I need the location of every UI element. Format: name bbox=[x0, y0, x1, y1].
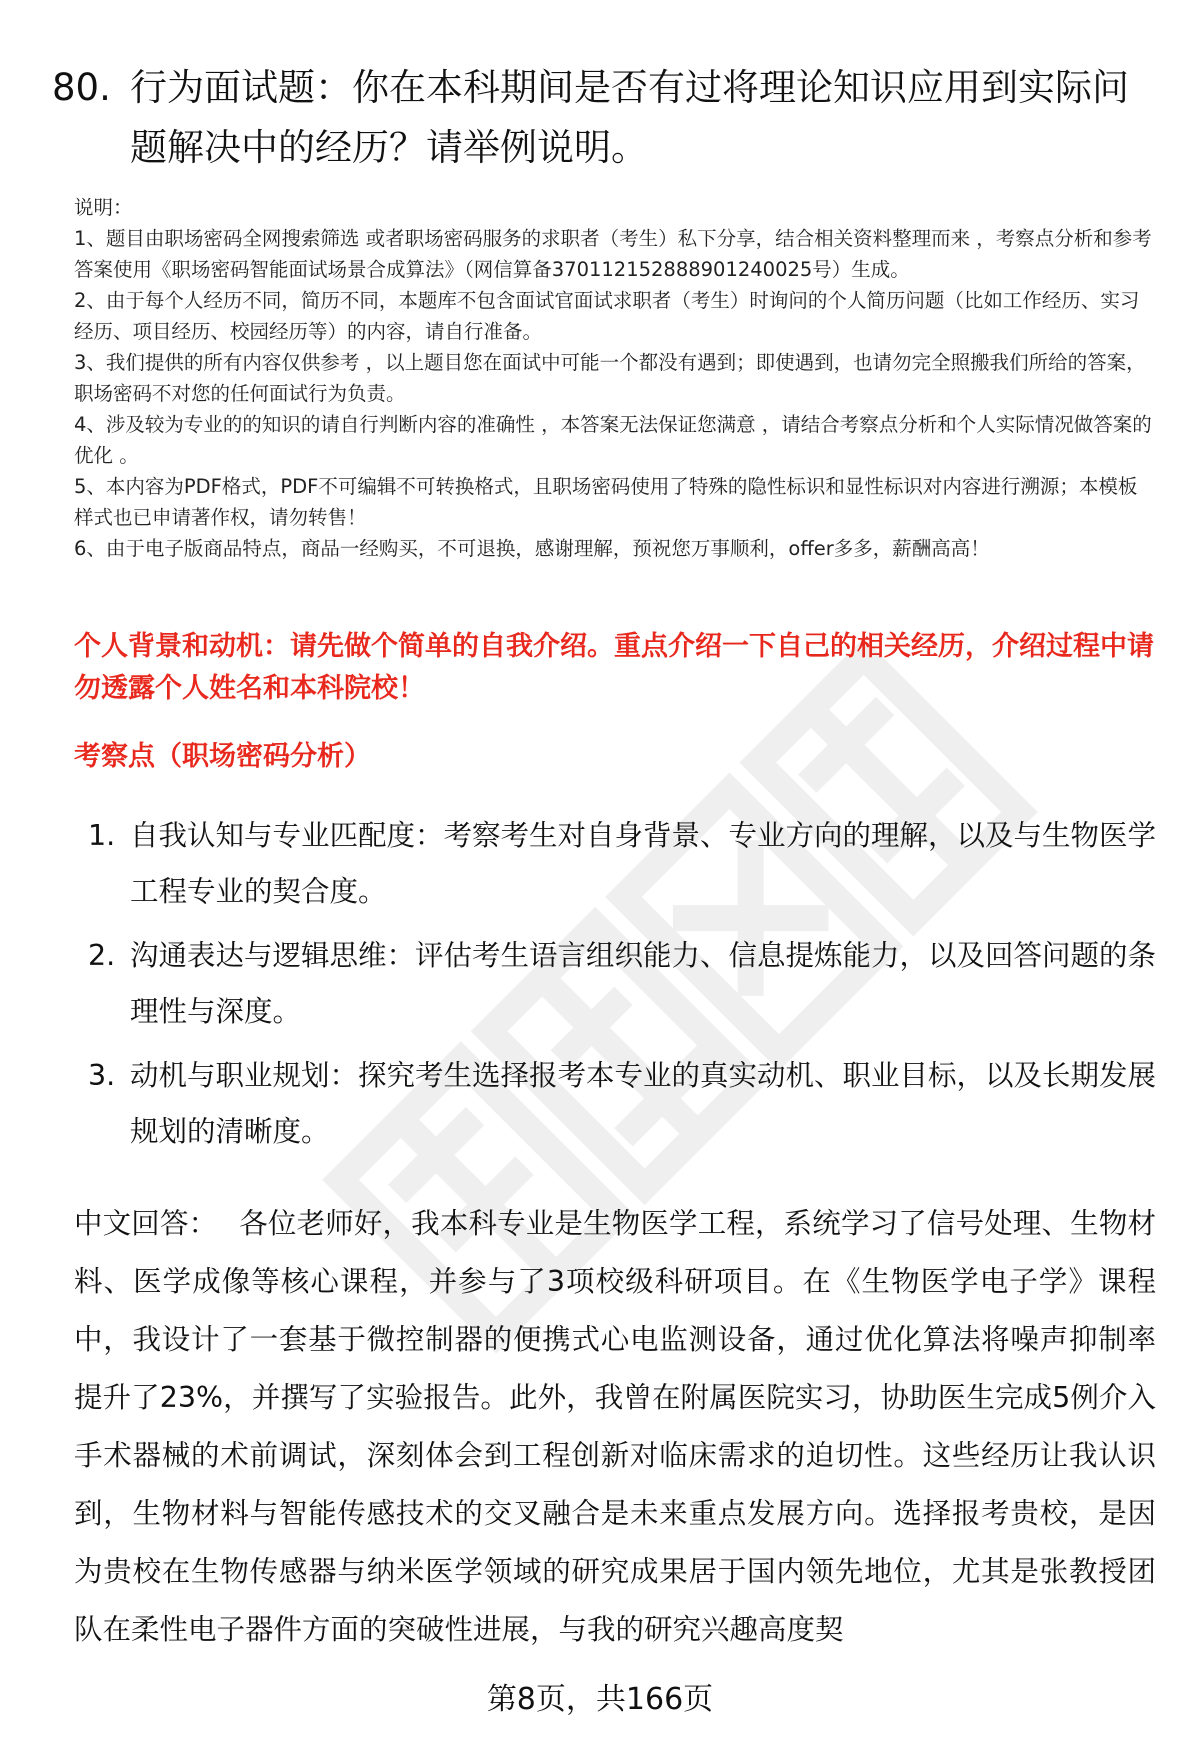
question-title bbox=[52, 58, 1162, 178]
point-number: 1. bbox=[88, 819, 116, 852]
note-item: 6、由于电子版商品特点，商品一经购买，不可退换，感谢理解，预祝您万事顺利，offer多多，薪酬高高！ bbox=[74, 537, 990, 560]
point-number: 2. bbox=[88, 939, 116, 972]
notes-section bbox=[74, 192, 1156, 564]
page-footer: 第8页，共166页 bbox=[486, 1682, 714, 1717]
point-number: 3. bbox=[88, 1059, 116, 1092]
note-item: 5、本内容为PDF格式，PDF不可编辑不可转换格式，且职场密码使用了特殊的隐性标识和显性标识对内容进行溯源；本模板样式也已申请著作权，请勿转售！ bbox=[74, 475, 1138, 529]
answer-text: 各位老师好，我本科专业是生物医学工程，系统学习了信号处理、生物材料、医学成像等核心课程，并参与了3项校级科研项目。在《生物医学电子学》课程中，我设计了一套基于微控制器的便携式心电监测设备，通过优化算法将噪声抑制率提升了23%，并撰写了实验报告。此外，我曾在附属医院实习，协助医生完成5例介入手术器械的术前调试，深刻体会到工程创新对临床需求的迫切性。这些经历让我认识到，生物材料与智能传感技术的交叉融合是未来重点发展方向。选择报考贵校，是因为贵校在生物传感器与纳米医学领域的研究成果居于国内领先地位，尤其是张教授团队在柔性电子器件方面的突破性进展，与我的研究兴趣高度契 bbox=[74, 1207, 1156, 1646]
analysis-heading: 考察点（职场密码分析） bbox=[74, 741, 371, 772]
note-item: 3、我们提供的所有内容仅供参考 ，以上题目您在面试中可能一个都没有遇到；即使遇到，也请勿完全照搬我们所给的答案，职场密码不对您的任何面试行为负责。 bbox=[74, 351, 1146, 405]
note-item: 1、题目由职场密码全网搜索筛选 或者职场密码服务的求职者（考生）私下分享，结合相关资料整理而来 ，考察点分析和参考答案使用《职场密码智能面试场景合成算法》（网信算备370112152888901240025号）生成。 bbox=[74, 227, 1152, 281]
point-text: 自我认知与专业匹配度：考察考生对自身背景、专业方向的理解，以及与生物医学工程专业的契合度。 bbox=[130, 819, 1157, 908]
answer-label: 中文回答： bbox=[74, 1207, 218, 1240]
analysis-point bbox=[74, 928, 1156, 1040]
notes-heading: 说明： bbox=[74, 196, 133, 219]
answer-paragraph bbox=[74, 1195, 1156, 1659]
analysis-point bbox=[74, 808, 1156, 920]
analysis-points bbox=[74, 808, 1156, 1168]
question-text: 行为面试题：你在本科期间是否有过将理论知识应用到实际问题解决中的经历？请举例说明。 bbox=[130, 66, 1129, 169]
analysis-point bbox=[74, 1048, 1156, 1160]
note-item: 4、涉及较为专业的的知识的请自行判断内容的准确性 ，本答案无法保证您满意 ，请结合考察点分析和个人实际情况做答案的优化 。 bbox=[74, 413, 1152, 467]
point-text: 动机与职业规划：探究考生选择报考本专业的真实动机、职业目标，以及长期发展规划的清晰度。 bbox=[130, 1059, 1157, 1148]
intro-heading: 个人背景和动机：请先做个简单的自我介绍。重点介绍一下自己的相关经历，介绍过程中请勿透露个人姓名和本科院校！ bbox=[74, 631, 1154, 704]
note-item: 2、由于每个人经历不同，简历不同，本题库不包含面试官面试求职者（考生）时询问的个人简历问题（比如工作经历、实习经历、项目经历、校园经历等）的内容，请自行准备。 bbox=[74, 289, 1140, 343]
question-number: 80. bbox=[52, 66, 111, 109]
point-text: 沟通表达与逻辑思维：评估考生语言组织能力、信息提炼能力，以及回答问题的条理性与深度。 bbox=[130, 939, 1157, 1028]
